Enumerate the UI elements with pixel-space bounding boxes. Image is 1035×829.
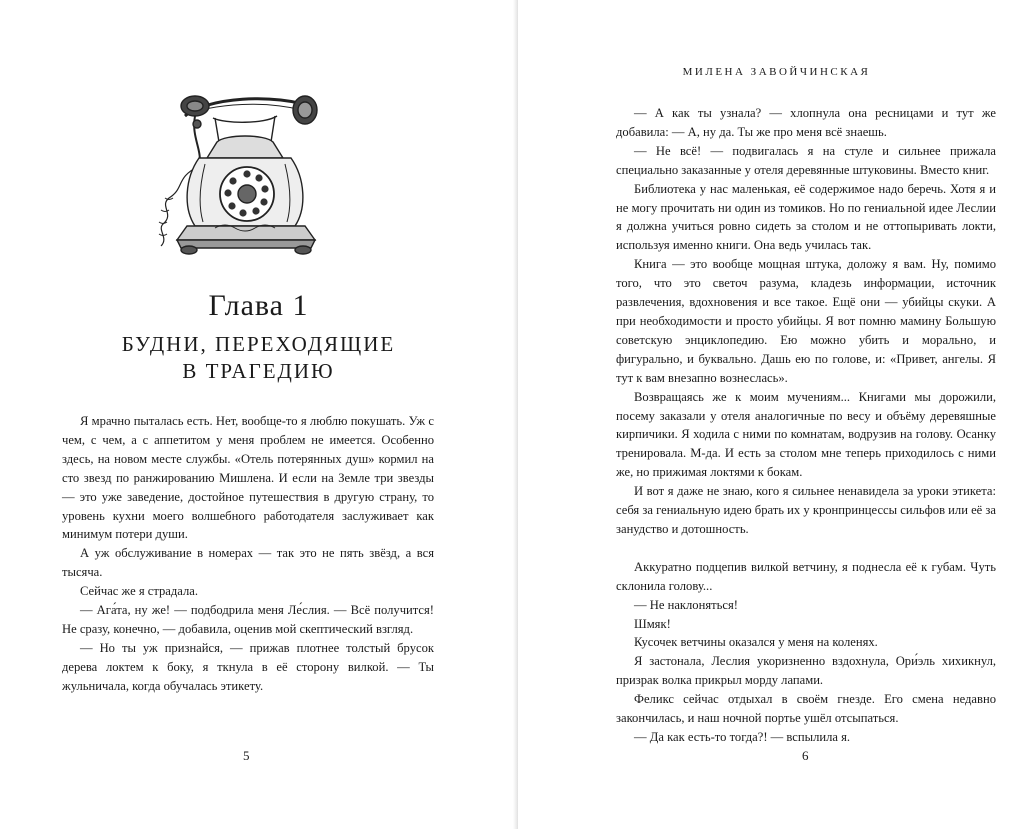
paragraph: Я мрачно пыталась есть. Нет, вообще-то я люблю покушать. Уж с чем, с чем, а с аппетитом у меня проблем не имеется. Особенно здесь, на новом месте службы. «Отель потерянных душ» кормил на сто звезд по ранжированию Мишлена. И если на Земле три звезды — это уже заведение, достойное путешествия в другую страну, то уровень кухни моего волшебного работодателя заслуживает как минимум потери души. [62,414,434,542]
paragraph: — Да как есть-то тогда?! — вспылила я. [634,730,851,744]
running-head: МИЛЕНА ЗАВОЙЧИНСКАЯ [682,66,871,78]
paragraph: Книга — это вообще мощная штука, доложу я вам. Ну, помимо того, что это светоч разума, кладезь информации, источник развлечения, вдохновения и все такое. Ещё они — убийцы скуки. А при необходимости и просто убийцы. Я вот помню мамину Большую советскую энциклопедию. Ею можно убить и морально, и фигурально, и буквально. Дашь ею по голове, и: «Привет, ангелы. Я тут к вам внезапно вознеслась». [616,257,996,385]
right-page [518,0,1035,829]
telephone-illustration [155,78,335,256]
paragraph: Я застонала, Леслия укоризненно вздохнула, Ори́эль хихикнул, призрак волка прикрыл морду лапами. [616,654,996,688]
left-page-body [62,412,434,696]
chapter-subtitle-line: В ТРАГЕДИЮ [182,359,335,383]
paragraph: Аккуратно подцепив вилкой ветчину, я поднесла её к губам. Чуть склонила голову... [616,559,996,593]
paragraph: — Не наклоняться! [634,597,738,612]
chapter-subtitle-line: БУДНИ, ПЕРЕХОДЯЩИЕ [121,332,396,356]
paragraph: Библиотека у нас маленькая, её содержимое надо беречь. Хотя я и не могу прочитать ни один из томиков. Но по гениальной идее Леслии я должна учиться ровно сидеть за столом и не оттопыривать локти, используя именно книги. Она ведь училась так. [616,181,996,253]
paragraph: — Ага́та, ну же! — подбодрила меня Ле́слия. — Всё получится! Не сразу, конечно, — добавила, оценив мой скептический взгляд. [62,603,434,636]
page-number: 6 [802,748,809,763]
paragraph: Сейчас же я страдала. [80,584,199,599]
paragraph: — Но ты уж признайся, — прижав плотнее толстый брусок дерева локтем к боку, я ткнула в её сторону вилкой. — Ты жульничала, когда обучалась этикету. [62,640,434,693]
paragraph: — Не всё! — подвигалась я на стуле и сильнее прижала специально заказанные у отеля деревянные штуковины. Вместо книг. [616,143,996,177]
paragraph: Феликс сейчас отдыхал в своём гнезде. Его смена недавно закончилась, и наш ночной портье ушёл отсыпаться. [616,692,996,726]
left-page [0,0,517,829]
paragraph: И вот я даже не знаю, кого я сильнее ненавидела за уроки этикета: себя за гениальную идею брать их у кронпринцессы сильфов или её за занудство и дотошность. [616,484,996,536]
right-page-body [616,104,996,747]
paragraph: — А как ты узнала? — хлопнула она ресницами и тут же добавила: — А, ну да. Ты же про меня всё знаешь. [616,106,996,139]
paragraph: Шмяк! [634,616,671,631]
paragraph: А уж обслуживание в номерах — так это не пять звёзд, а вся тысяча. [62,546,434,580]
chapter-subtitle [60,331,457,385]
paragraph: Кусочек ветчины оказался у меня на коленях. [634,635,878,650]
paragraph: Возвращаясь же к моим мучениям... Книгами мы дорожили, посему заказали у отеля аналогичные по весу и объёму деревяшные кирпичики. Я ходила с ними по комнатам, водрузив на голову. Осанку тренировала. М-да. И есть за столом мне теперь приходилось с ними же, но прижимая локтями к бокам. [616,389,996,480]
page-number: 5 [243,748,250,763]
chapter-title: Глава 1 [208,289,309,322]
